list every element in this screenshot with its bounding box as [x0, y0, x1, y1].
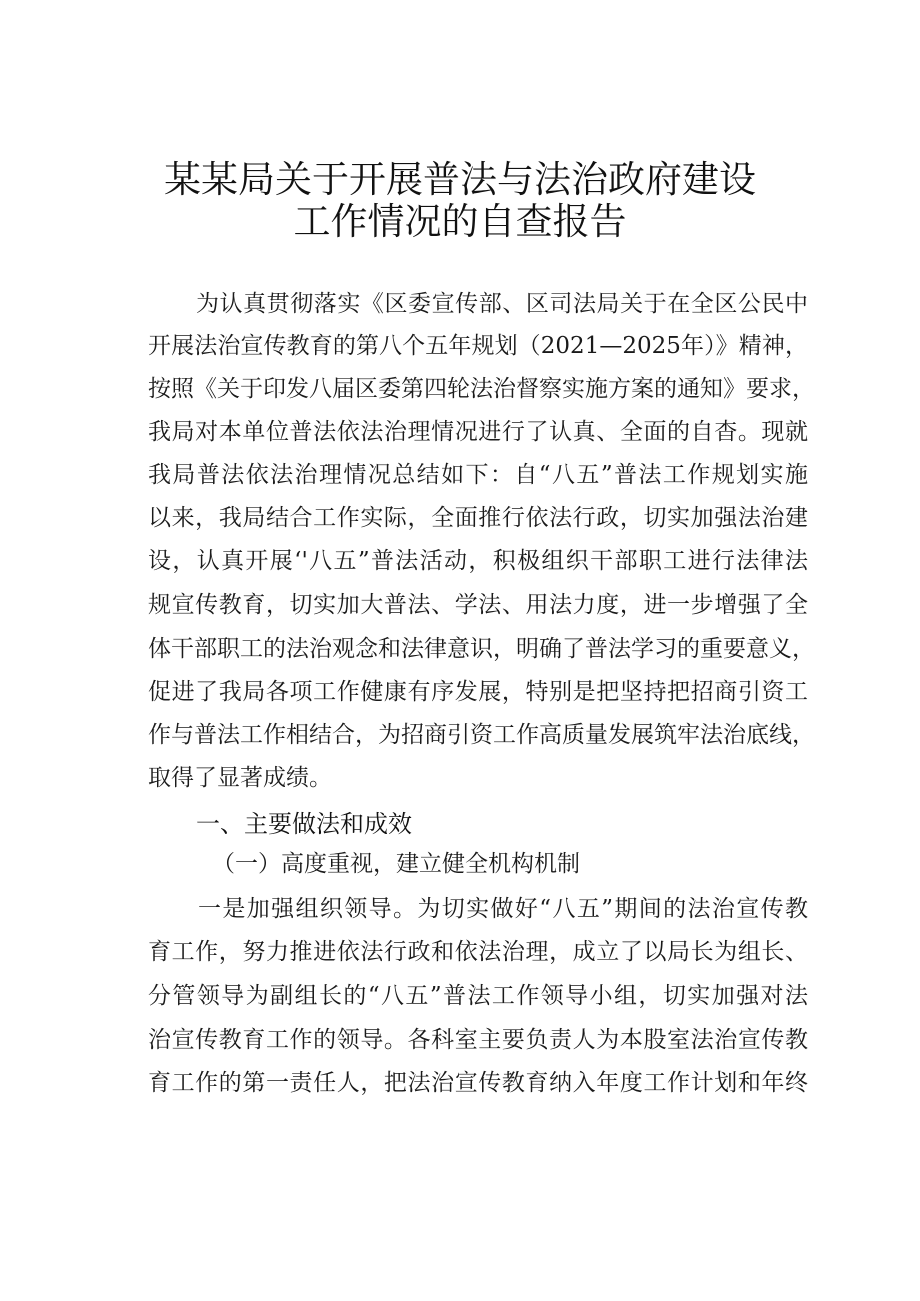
intro-paragraph-line: 按照《关于印发八届区委第四轮法治督察实施方案的通知》要求，: [148, 376, 815, 402]
document-title-line-1: 某某局关于开展普法与法治政府建设: [164, 158, 756, 201]
body-paragraph-line: 育工作的第一责任人，把法治宣传教育纳入年度工作计划和年终: [148, 1070, 808, 1096]
intro-paragraph-line: 以来，我局结合工作实际，全面推行依法行政，切实加强法治建: [148, 505, 808, 531]
intro-paragraph-line: 为认真贯彻落实《区委宣传部、区司法局关于在全区公民中: [196, 291, 808, 317]
section-heading: 一、主要做法和成效: [196, 810, 412, 838]
intro-paragraph-line: 规宣传教育，切实加大普法、学法、用法力度，进一步增强了全: [148, 592, 808, 618]
body-paragraph-line: 治宣传教育工作的领导。各科室主要负责人为本股室法治宣传教: [148, 1027, 808, 1053]
intro-paragraph-line: 我局普法依法治理情况总结如下：自“八五”普法工作规划实施: [148, 462, 808, 488]
intro-paragraph-line: 取得了显著成绩。: [148, 765, 332, 791]
intro-paragraph-line: 体干部职工的法治观念和法律意识，明确了普法学习的重要意义，: [148, 636, 815, 662]
body-paragraph-line: 分管领导为副组长的“八五”普法工作领导小组，切实加强对法: [148, 983, 808, 1009]
body-paragraph-line: 育工作，努力推进依法行政和依法治理，成立了以局长为组长、: [148, 939, 808, 965]
subsection-heading: （一）高度重视，建立健全机构机制: [212, 851, 580, 877]
intro-paragraph-line: 我局对本单位普法依法治理情况进行了认真、全面的自杳。现就: [148, 419, 808, 445]
document-title-line-2: 工作情况的自查报告: [293, 200, 627, 243]
intro-paragraph-line: 促进了我局各项工作健康有序发展，特别是把坚持把招商引资工: [148, 679, 808, 705]
intro-paragraph-line: 作与普法工作相结合，为招商引资工作高质量发展筑牢法治底线，: [148, 722, 815, 748]
intro-paragraph-line: 设，认真开展‘'八五”普法活动，积极组织干部职工进行法律法: [148, 548, 808, 574]
body-paragraph-line: 一是加强组织领导。为切实做好“八五”期间的法治宣传教: [198, 896, 808, 922]
intro-paragraph-line: 开展法治宣传教育的第八个五年规划（2021—2025年）》精神，: [148, 333, 808, 359]
